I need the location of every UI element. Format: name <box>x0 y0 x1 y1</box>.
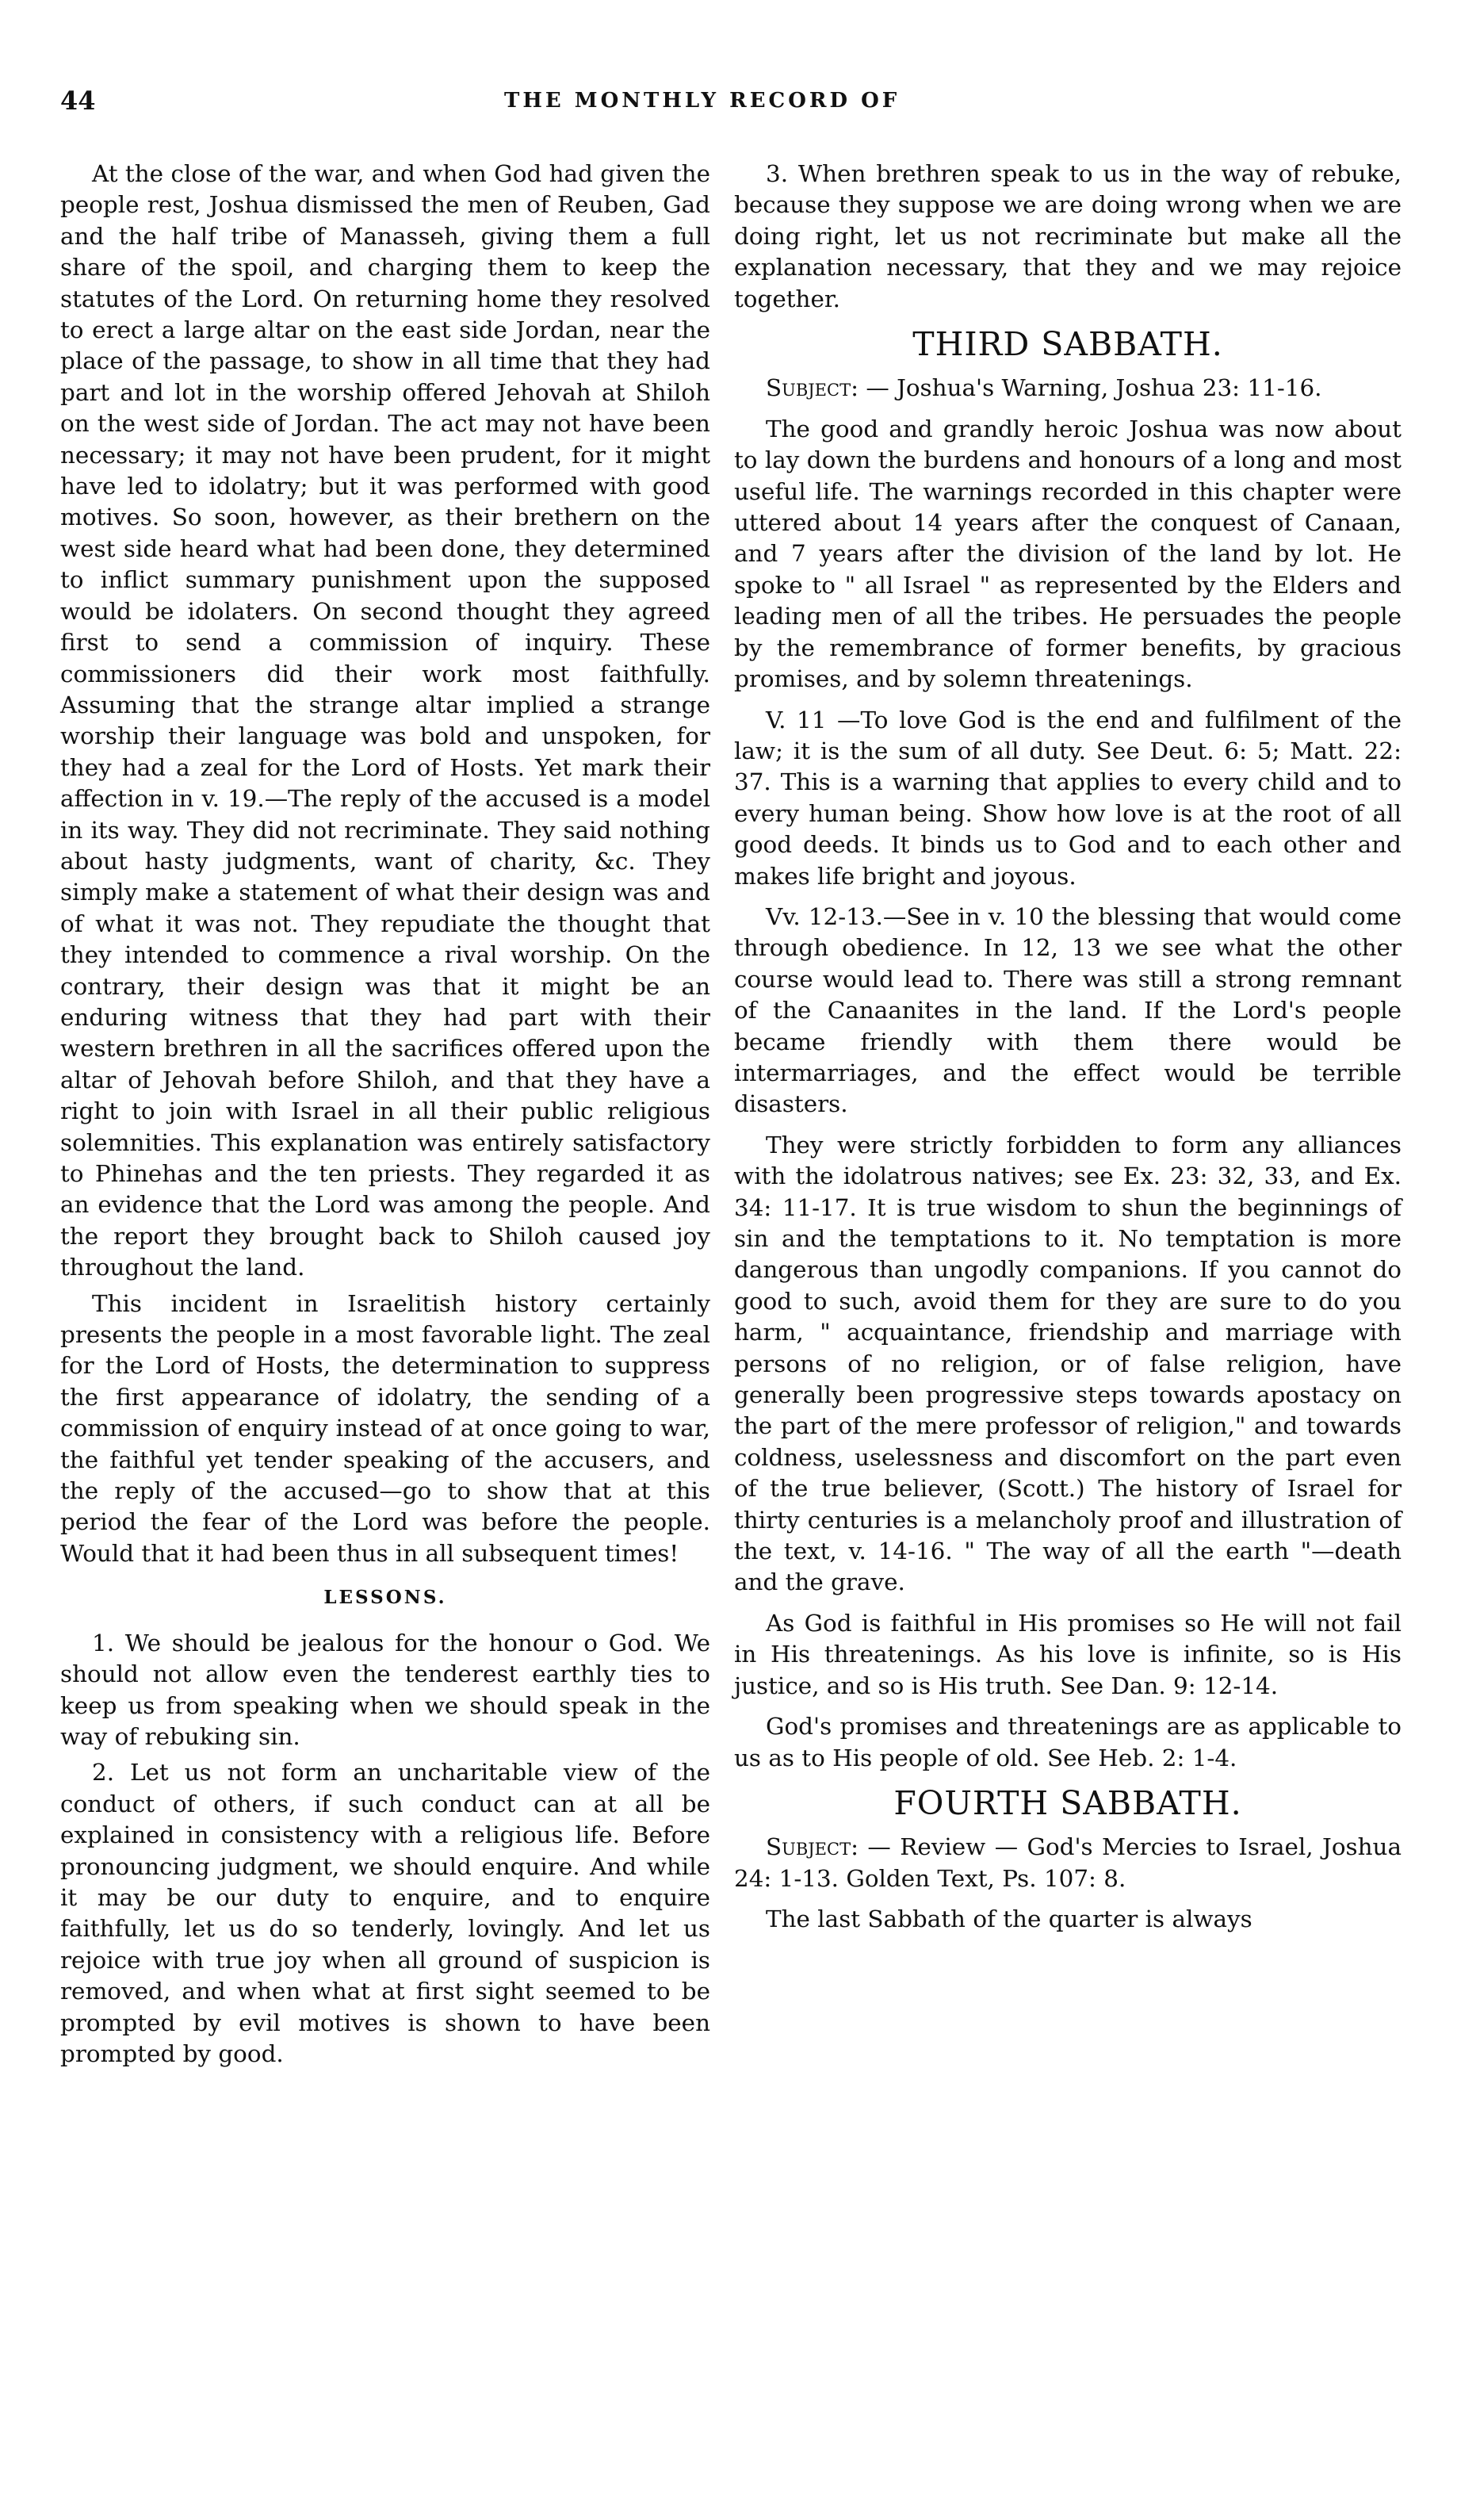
right-column <box>734 159 1402 1936</box>
running-head: THE MONTHLY RECORD OF <box>504 89 901 113</box>
page-header <box>60 86 1392 125</box>
body-paragraph: Vv. 12-13.—See in v. 10 the blessing that would come through obedience. In 12, 13 we see what the other course would lead to. There was still a strong remnant of the Canaanites in the land. If the Lord's people became friendly with them there would be intermarriages, and the effect would be terrible disasters. <box>734 902 1402 1118</box>
subject-label: Subject: <box>766 374 859 402</box>
lesson-item: 3. When brethren speak to us in the way of rebuke, because they suppose we are doing wrong when we are doing right, let us not recriminate but make all the explanation necessary, that they and we may rejoice together. <box>734 160 1402 312</box>
body-paragraph: As God is faithful in His promises so He will not fail in His threatenings. As his love is infinite, so is His justice, and so is His truth. See Dan. 9: 12-14. <box>734 1609 1402 1699</box>
body-paragraph: The last Sabbath of the quarter is always <box>766 1905 1252 1933</box>
body-paragraph: They were strictly forbidden to form any alliances with the idolatrous natives; see Ex. 23: 32, 33, and Ex. 34: 11-17. It is true wisdom to shun the beginnings of sin and the temptations to it. No temptation is more dangerous than ungodly companions. If you cannot do good to such, avoid them for they are sure to do you harm, " acquaintance, friendship and marriage with persons of no religion, or of false religion, have generally been progressive steps towards apostacy on the part of the mere professor of religion," and towards coldness, uselessness and discomfort on the part even of the true believer, (Scott.) The history of Israel for thirty centuries is a melancholy proof and illustration of the text, v. 14-16. " The way of all the earth "—death and the grave. <box>734 1131 1402 1596</box>
lesson-item: 1. We should be jealous for the honour o God. We should not allow even the tenderest earthly ties to keep us from speaking when we should speak in the way of rebuking sin. <box>60 1629 710 1750</box>
third-sabbath-heading: THIRD SABBATH. <box>912 325 1223 364</box>
body-paragraph: God's promises and threatenings are as applicable to us as to His people of old. See Heb. 2: 1-4. <box>734 1713 1402 1771</box>
subject-line <box>734 373 1402 404</box>
subject-label: Subject: <box>766 1833 859 1861</box>
left-column <box>60 159 710 2070</box>
subject-line <box>734 1832 1402 1894</box>
fourth-sabbath-heading: FOURTH SABBATH. <box>893 1783 1242 1822</box>
body-paragraph: The good and grandly heroic Joshua was now about to lay down the burdens and honours of a long and most useful life. The warnings recorded in this chapter were uttered about 14 years after the conquest of Canaan, and 7 years after the division of the land by lot. He spoke to " all Israel " as represented by the Elders and leading men of all the tribes. He persuades the people by the remembrance of former benefits, by gracious promises, and by solemn threatenings. <box>734 415 1402 693</box>
subject-text: — Joshua's Warning, Joshua 23: 11-16. <box>859 374 1322 402</box>
page-number: 44 <box>60 86 96 116</box>
body-paragraph: V. 11 —To love God is the end and fulfilment of the law; it is the sum of all duty. See Deut. 6: 5; Matt. 22: 37. This is a warning that applies to every child and to every human being. Show how love is at the root of all good deeds. It binds us to God and to each other and makes life bright and joyous. <box>734 706 1402 890</box>
body-paragraph: At the close of the war, and when God had given the people rest, Joshua dismissed the men of Reuben, Gad and the half tribe of Manasseh, giving them a full share of the spoil, and charging them to keep the statutes of the Lord. On returning home they resolved to erect a large altar on the east side Jordan, near the place of the passage, to show in all time that they had part and lot in the worship offered Jehovah at Shiloh on the west side of Jordan. The act may not have been necessary; it may not have been prudent, for it might have led to idolatry; but it was performed with good motives. So soon, however, as their brethern on the west side heard what had been done, they determined to inflict summary punishment upon the supposed would be idolaters. On second thought they agreed first to send a commission of inquiry. These commissioners did their work most faithfully. Assuming that the strange altar implied a strange worship their language was bold and unspoken, for they had a zeal for the Lord of Hosts. Yet mark their affection in v. 19.—The reply of the accused is a model in its way. They did not recriminate. They said nothing about hasty judgments, want of charity, &c. They simply make a statement of what their design was and of what it was not. They repudiate the thought that they intended to commence a rival worship. On the contrary, their design was that it might be an enduring witness that they had part with their western brethren in all the sacrifices offered upon the altar of Jehovah before Shiloh, and that they have a right to join with Israel in all their public religious solemnities. This explanation was entirely satisfactory to Phinehas and the ten priests. They regarded it as an evidence that the Lord was among the people. And the report they brought back to Shiloh caused joy throughout the land. <box>60 160 710 1281</box>
lessons-heading: LESSONS. <box>323 1587 447 1609</box>
subject-text: — Review — God's Mercies to Israel, Joshua 24: 1-13. Golden Text, Ps. 107: 8. <box>734 1833 1402 1892</box>
body-paragraph: This incident in Israelitish history certainly presents the people in a most favorable light. The zeal for the Lord of Hosts, the determination to suppress the first appearance of idolatry, the sending of a commission of enquiry instead of at once going to war, the faithful yet tender speaking of the accusers, and the reply of the accused—go to show that at this period the fear of the Lord was before the people. Would that it had been thus in all subsequent times! <box>60 1289 710 1567</box>
lesson-item: 2. Let us not form an uncharitable view of the conduct of others, if such conduct can at all be explained in consistency with a religious life. Before pronouncing judgment, we should enquire. And while it may be our duty to enquire, and to enquire faithfully, let us do so tenderly, lovingly. And let us rejoice with true joy when all ground of suspicion is removed, and when what at first sight seemed to be prompted by evil motives is shown to have been prompted by good. <box>60 1759 710 2067</box>
